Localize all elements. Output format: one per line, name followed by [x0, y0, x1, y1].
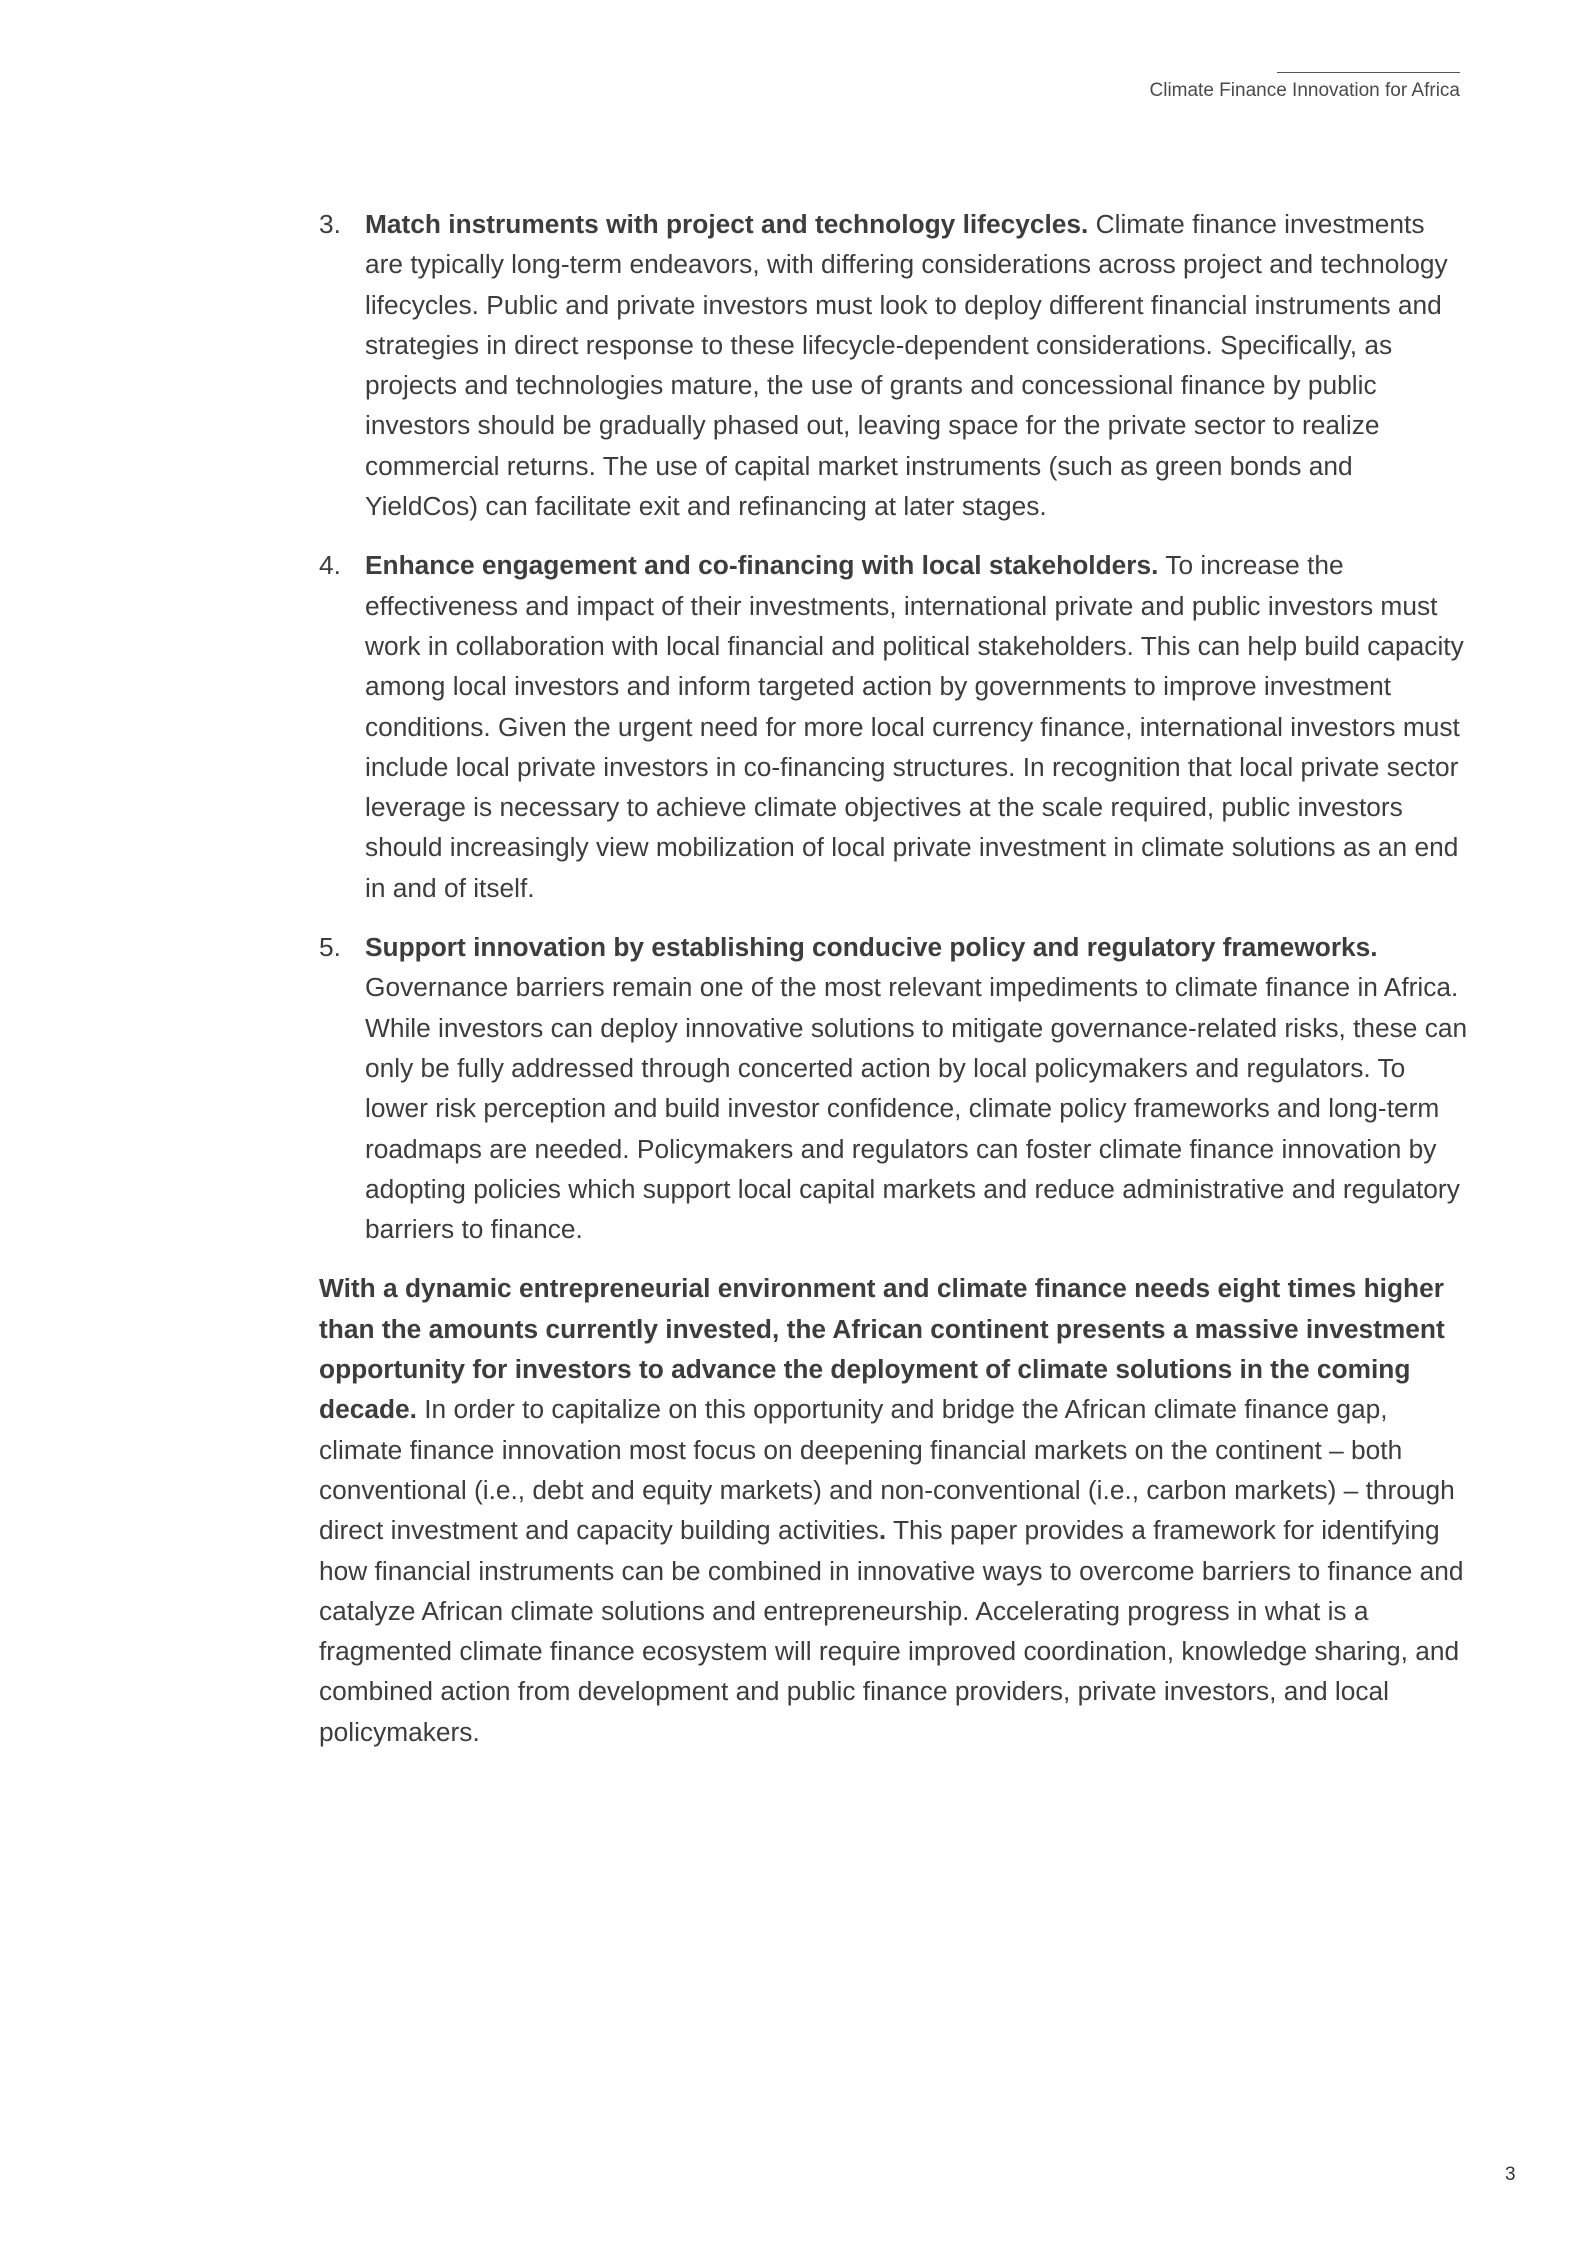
list-item-recommendation-3: [319, 204, 1469, 526]
closing-paragraph: [319, 1268, 1469, 1752]
list-item-recommendation-5: [319, 927, 1469, 1249]
list-number: 3.: [319, 209, 341, 239]
running-header-title: Climate Finance Innovation for Africa: [1149, 80, 1460, 101]
closing-bold-period: .: [878, 1515, 887, 1546]
page-number: 3: [1505, 2164, 1516, 2185]
list-item-body: To increase the effectiveness and impact of their investments, international private and public investors must work in collaboration with local financial and political stakeholders. This can help build capacity among local investors and inform targeted action by governments to improve investment conditions. Given the urgent need for more local currency finance, international investors must include local private investors in co-financing structures. In recognition that local private sector leverage is necessary to achieve climate objectives at the scale required, public investors should increasingly view mobilization of local private investment in climate solutions as an end in and of itself.: [365, 550, 1464, 903]
list-number: 5.: [319, 932, 341, 963]
list-item-body: Governance barriers remain one of the most relevant impediments to climate finance in Africa. While investors can deploy innovative solutions to mitigate governance-related risks, these can only be fully addressed through concerted action by local policymakers and regulators. To lower risk perception and build investor confidence, climate policy frameworks and long-term roadmaps are needed. Policymakers and regulators can foster climate finance innovation by adopting policies which support local capital markets and reduce administrative and regulatory barriers to finance.: [365, 972, 1468, 1245]
closing-body-part1: In order to capitalize on this opportunity and bridge the African climate finance gap, climate finance innovation most focus on deepening financial markets on the continent – both conventional (i.e., debt and equity markets) and non-conventional (i.e., carbon markets) – through direct investment and capacity building activities: [319, 1394, 1455, 1546]
list-item-lead: Match instruments with project and technology lifecycles.: [365, 209, 1089, 239]
list-item-lead: Enhance engagement and co-financing with local stakeholders.: [365, 550, 1159, 581]
list-number: 4.: [319, 550, 341, 581]
list-item-lead: Support innovation by establishing conducive policy and regulatory frameworks.: [365, 932, 1378, 963]
page-content: [319, 204, 1469, 1778]
closing-body-part2: This paper provides a framework for identifying how financial instruments can be combined in innovative ways to overcome barriers to finance and catalyze African climate solutions and entrepreneurship. Accelerating progress in what is a fragmented climate finance ecosystem will require improved coordination, knowledge sharing, and combined action from development and public finance providers, private investors, and local policymakers.: [319, 1515, 1464, 1747]
list-item-body: Climate finance investments are typically long-term endeavors, with differing considerations across project and technology lifecycles. Public and private investors must look to deploy different financial instruments and strategies in direct response to these lifecycle-dependent considerations. Specifically, as projects and technologies mature, the use of grants and concessional finance by public investors should be gradually phased out, leaving space for the private sector to realize commercial returns. The use of capital market instruments (such as green bonds and YieldCos) can facilitate exit and refinancing at later stages.: [365, 209, 1448, 522]
list-item-recommendation-4: [319, 545, 1469, 908]
closing-lead: With a dynamic entrepreneurial environment and climate finance needs eight times higher than the amounts currently invested, the African continent presents a massive investment opportunity for investors to advance the deployment of climate solutions in the coming decade.: [319, 1273, 1445, 1425]
header-rule: [1277, 72, 1460, 73]
